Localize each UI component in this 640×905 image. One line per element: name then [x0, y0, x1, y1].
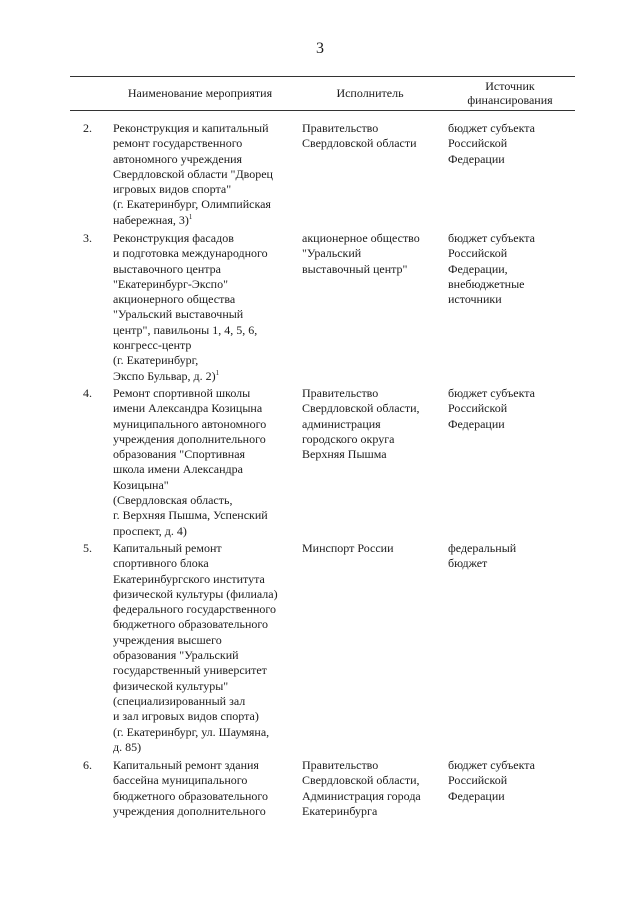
- funding-source: бюджет субъекта Российской Федерации: [448, 758, 536, 803]
- funding-source: федеральный бюджет: [448, 541, 517, 571]
- footnote-mark: 1: [215, 368, 220, 377]
- funding-source: бюджет субъекта Российской Федерации, внебюджетные источники: [448, 231, 536, 307]
- row-number: 6.: [83, 758, 92, 772]
- footnote-mark: 1: [188, 212, 193, 221]
- header-event-name: Наименование мероприятия: [127, 86, 273, 100]
- event-name: Капитальный ремонт спортивного блока Екатеринбургского института физической культуры (филиала) федерального государственного бюджетного образовательного учреждения высшего образования "Уральский государственный университет физической культуры" (специализированный зал и зал игровых видов спорта) (г. Екатеринбург, ул. Шаумяна, д. 85): [113, 541, 278, 754]
- header-executor: Исполнитель: [336, 86, 404, 100]
- event-name: Реконструкция фасадов и подготовка международного выставочного центра "Екатеринбург-Экспо" акционерного общества "Уральский выставочный центр", павильоны 1, 4, 5, 6, конгресс-центр (г. Екатеринбург, Экспо Бульвар, д. 2)$^1$: [113, 231, 268, 383]
- table-top-rule: [70, 76, 575, 77]
- executor: Правительство Свердловской области, администрация городского округа Верхняя Пышма: [302, 386, 420, 462]
- page-number: 3: [316, 40, 324, 57]
- row-number: 2.: [83, 121, 92, 135]
- executor: Правительство Свердловской области, Администрация города Екатеринбурга: [302, 758, 421, 818]
- executor: Минспорт России: [302, 541, 394, 555]
- row-number: 4.: [83, 386, 92, 400]
- funding-source: бюджет субъекта Российской Федерации: [448, 121, 536, 166]
- row-number: 3.: [83, 231, 92, 245]
- executor: Правительство Свердловской области: [302, 121, 417, 151]
- event-name: Реконструкция и капитальный ремонт государственного автономного учреждения Свердловской области "Дворец игровых видов спорта" (г. Екатеринбург, Олимпийская набережная, 3)$^1$: [113, 121, 273, 227]
- event-name: Ремонт спортивной школы имени Александра Козицына муниципального автономного учреждения дополнительного образования "Спортивная школа имени Александра Козицына" (Свердловская область, г. Верхняя Пышма, Успенский проспект, д. 4): [113, 386, 268, 538]
- executor: акционерное общество "Уральский выставочный центр": [302, 231, 420, 276]
- funding-source: бюджет субъекта Российской Федерации: [448, 386, 536, 431]
- event-name: Капитальный ремонт здания бассейна муниципального бюджетного образовательного учреждения дополнительного: [113, 758, 269, 818]
- table-header-rule: [70, 110, 575, 111]
- row-number: 5.: [83, 541, 92, 555]
- header-funding-source: Источник финансирования: [467, 79, 553, 107]
